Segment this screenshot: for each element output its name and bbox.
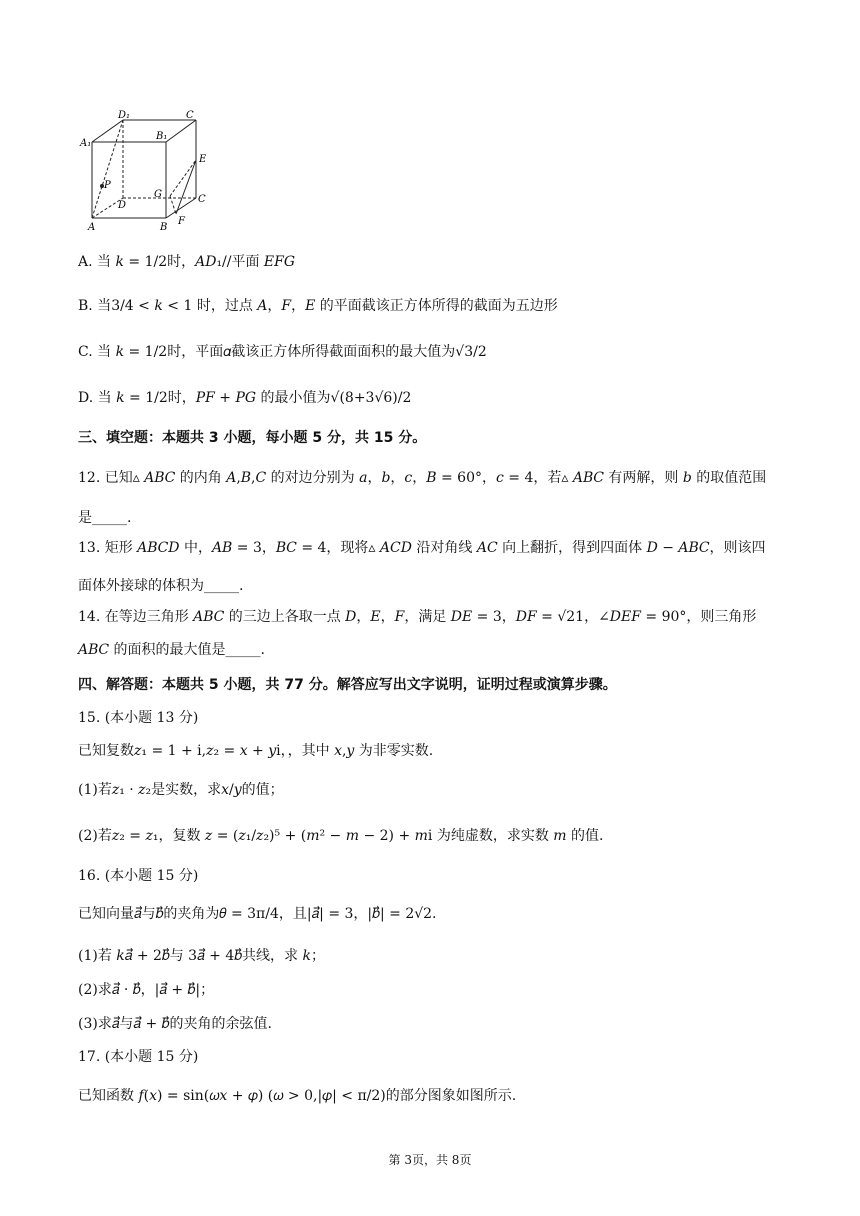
option-b: B. 当3/4 < 𝑘 < 1 时，过点 𝐴，𝐹，𝐸 的平面截该正方体所得的截面为五边形	[78, 298, 558, 314]
label-A: A	[88, 222, 96, 233]
q16-stem: 已知向量𝑎⃗与𝑏⃗的夹角为𝜃 = 3π/4，且|𝑎⃗| = 3，|𝑏⃗| = 2√2.	[78, 906, 437, 922]
label-D1: D₁	[118, 110, 131, 121]
label-B: B	[160, 222, 168, 233]
label-P: P	[104, 180, 111, 191]
label-D: D	[118, 200, 127, 211]
q17-stem: 已知函数 𝑓(𝑥) = sin(𝜔𝑥 + 𝜑) (𝜔 > 0,|𝜑| < π/2)的部分图象如图所示.	[78, 1088, 517, 1104]
q16-part3: (3)求𝑎⃗与𝑎⃗ + 𝑏⃗的夹角的余弦值.	[78, 1016, 272, 1032]
q14-line2: 𝐴𝐵𝐶 的面积的最大值是_____.	[78, 642, 266, 658]
q16-part2: (2)求𝑎⃗ · 𝑏⃗，|𝑎⃗ + 𝑏⃗|；	[78, 982, 215, 998]
label-C: C	[198, 194, 206, 205]
section-heading-answer: 四、解答题：本题共 5 小题，共 77 分。解答应写出文字说明，证明过程或演算步骤。	[78, 677, 617, 693]
cube-figure	[78, 106, 218, 236]
q13-line2: 面体外接球的体积为_____.	[78, 578, 244, 594]
label-B1: B₁	[156, 131, 168, 142]
label-F: F	[178, 216, 185, 227]
label-C1: C	[186, 110, 194, 121]
q15-stem: 已知复数𝑧₁ = 1 + i,𝑧₂ = 𝑥 + 𝑦i，，其中 𝑥,𝑦 为非零实数.	[78, 743, 434, 759]
q13-line1: 13. 矩形 𝐴𝐵𝐶𝐷 中，𝐴𝐵 = 3，𝐵𝐶 = 4，现将▵ 𝐴𝐶𝐷 沿对角线 𝐴𝐶 向上翻折，得到四面体 𝐷 − 𝐴𝐵𝐶，则该四	[78, 540, 766, 556]
q15-header: 15. (本小题 13 分)	[78, 710, 199, 726]
q16-header: 16. (本小题 15 分)	[78, 868, 199, 884]
q15-part1: (1)若𝑧₁ · 𝑧₂是实数，求𝑥/𝑦的值；	[78, 782, 284, 798]
q12-line2: 是_____.	[78, 510, 132, 526]
page-footer: 第 3页，共 8页	[388, 1153, 472, 1167]
option-c: C. 当 𝑘 = 1/2时，平面𝛼截该正方体所得截面面积的最大值为√3/2	[78, 344, 487, 360]
q14-line1: 14. 在等边三角形 𝐴𝐵𝐶 的三边上各取一点 𝐷，𝐸，𝐹，满足 𝐷𝐸 = 3，𝐷𝐹 = √21，∠𝐷𝐸𝐹 = 90°，则三角形	[78, 609, 757, 625]
label-G: G	[154, 189, 162, 200]
label-E: E	[199, 154, 207, 165]
q16-part1: (1)若 𝑘𝑎⃗ + 2𝑏⃗与 3𝑎⃗ + 4𝑏⃗共线，求 𝑘；	[78, 948, 325, 964]
q12-line1: 12. 已知▵ 𝐴𝐵𝐶 的内角 𝐴,𝐵,𝐶 的对边分别为 𝑎，𝑏，𝑐，𝐵 = 60°，𝑐 = 4，若▵ 𝐴𝐵𝐶 有两解，则 𝑏 的取值范围	[78, 470, 767, 486]
q15-part2: (2)若𝑧₂ = 𝑧₁，复数 𝑧 = (𝑧₁/𝑧₂)⁵ + (𝑚² − 𝑚 − 2) + 𝑚i 为纯虚数，求实数 𝑚 的值.	[78, 828, 604, 844]
option-a: A. 当 𝑘 = 1/2时，𝐴𝐷₁//平面 𝐸𝐹𝐺	[78, 254, 296, 270]
option-d: D. 当 𝑘 = 1/2时，𝑃𝐹 + 𝑃𝐺 的最小值为√(8+3√6)/2	[78, 390, 412, 406]
label-A1: A₁	[80, 138, 92, 149]
section-heading-fill-in: 三、填空题：本题共 3 小题，每小题 5 分，共 15 分。	[78, 430, 427, 446]
q17-header: 17. (本小题 15 分)	[78, 1049, 199, 1065]
